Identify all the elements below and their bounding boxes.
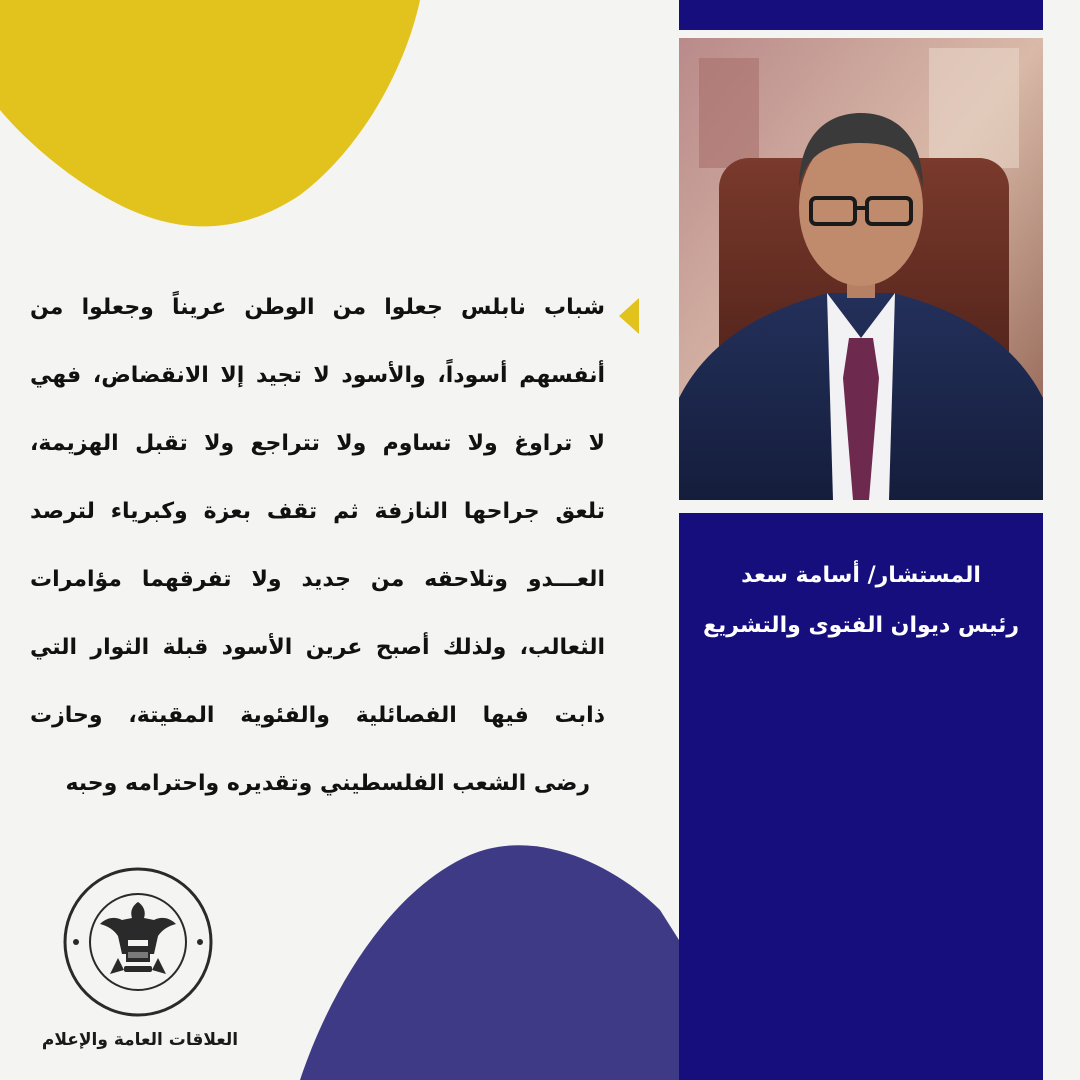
person-title: المستشار/ أسامة سعد [741, 563, 981, 588]
quote-line: تلعق جراحها النازفة ثم تقف بعزة وكبرياء لترصد [30, 499, 605, 524]
quote-line: العـــدو وتلاحقه من جديد ولا تفرقهما مؤامرات [30, 567, 605, 592]
quote-line: لا تراوغ ولا تساوم ولا تتراجع ولا تقبل الهزيمة، [30, 431, 605, 456]
quote-line: الثعالب، ولذلك أصبح عرين الأسود قبلة الثوار التي [30, 635, 605, 660]
top-accent-bar [679, 0, 1043, 30]
quote-line: أنفسهم أسوداً، والأسود لا تجيد إلا الانقضاض، فهي [30, 363, 605, 388]
person-position: رئيس ديوان الفتوى والتشريع [702, 613, 1020, 638]
org-label: العلاقات العامة والإعلام [41, 1030, 239, 1050]
triangle-icon [619, 298, 639, 334]
eagle-emblem-icon [62, 866, 214, 1018]
quote-text [30, 283, 605, 827]
name-panel [679, 513, 1043, 1080]
portrait-photo [679, 38, 1043, 500]
quote-line: رضى الشعب الفلسطيني وتقديره واحترامه وحبه [65, 771, 590, 796]
quote-line: ذابت فيها الفصائلية والفئوية المقيتة، وحازت [30, 703, 605, 728]
quote-line: شباب نابلس جعلوا من الوطن عريناً وجعلوا من [30, 295, 605, 320]
